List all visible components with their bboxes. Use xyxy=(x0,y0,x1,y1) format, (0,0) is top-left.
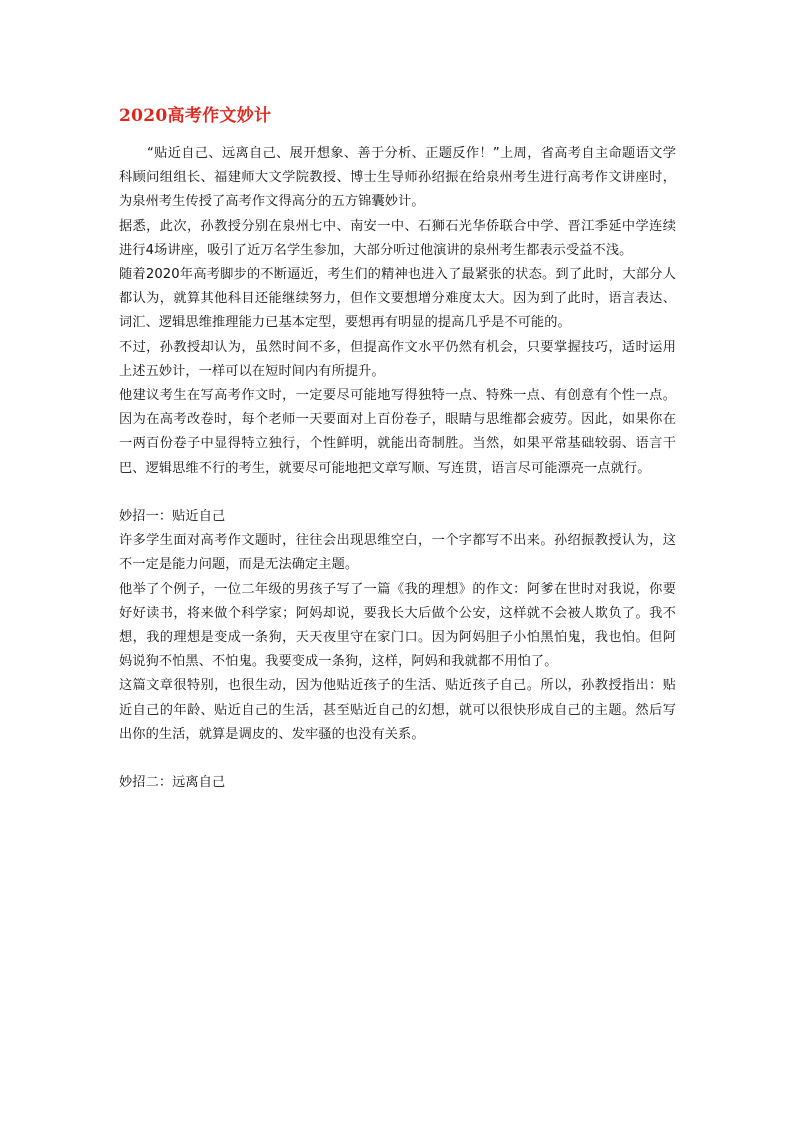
document-title: 2020高考作文妙计 xyxy=(119,106,272,126)
body-paragraph: 这篇文章很特别，也很生动，因为他贴近孩子的生活、贴近孩子自己。所以，孙教授指出：贴近自己的年龄、贴近自己的生活，甚至贴近自己的幻想，就可以很快形成自己的主题。然后写出你的生活，就算是调皮的、发牢骚的也没有关系。 xyxy=(119,678,676,742)
paragraph-spacer xyxy=(119,481,676,505)
body-paragraph: 他举了个例子，一位二年级的男孩子写了一篇《我的理想》的作文：阿爹在世时对我说，你要好好读书，将来做个科学家；阿妈却说，要我长大后做个公安，这样就不会被人欺负了。我不想，我的理想是变成一条狗，天天夜里守在家门口。因为阿妈胆子小怕黑怕鬼，我也怕。但阿妈说狗不怕黑、不怕鬼。我要变成一条狗，这样，阿妈和我就都不用怕了。 xyxy=(119,581,676,670)
body-paragraph: 他建议考生在写高考作文时，一定要尽可能地写得独特一点、特殊一点、有创意有个性一点。因为在高考改卷时，每个老师一天要面对上百份卷子，眼睛与思维都会疲劳。因此，如果你在一两百份卷子中显得特立独行，个性鲜明，就能出奇制胜。当然，如果平常基础较弱、语言干巴、逻辑思维不行的考生，就要尽可能地把文章写顺、写连贯，语言尽可能漂亮一点就行。 xyxy=(119,388,676,476)
body-paragraph: 许多学生面对高考作文题时，往往会出现思维空白，一个字都写不出来。孙绍振教授认为，这不一定是能力问题，而是无法确定主题。 xyxy=(119,533,676,573)
document-page xyxy=(119,104,676,795)
paragraph-spacer xyxy=(119,747,676,771)
intro-paragraph: “贴近自己、远离自己、展开想象、善于分析、正题反作！”上周，省高考自主命题语文学科顾问组组长、福建师大文学院教授、博士生导师孙绍振在给泉州考生进行高考作文讲座时，为泉州考生传授了高考作文得高分的五方锦囊妙计。 xyxy=(119,146,676,210)
section-heading: 妙招一：贴近自己 xyxy=(119,509,226,525)
body-paragraph: 据悉，此次，孙教授分别在泉州七中、南安一中、石狮石光华侨联合中学、晋江季延中学连续进行4场讲座，吸引了近万名学生参加，大部分听过他演讲的泉州考生都表示受益不浅。 xyxy=(119,218,676,258)
body-paragraph: 随着2020年高考脚步的不断逼近，考生们的精神也进入了最紧张的状态。到了此时，大部分人都认为，就算其他科目还能继续努力，但作文要想增分难度太大。因为到了此时，语言表达、词汇、逻辑思维推理能力已基本定型，要想再有明显的提高几乎是不可能的。 xyxy=(119,267,676,331)
body-paragraph: 不过，孙教授却认为，虽然时间不多，但提高作文水平仍然有机会，只要掌握技巧，适时运用上述五妙计，一样可以在短时间内有所提升。 xyxy=(119,339,676,379)
section-heading: 妙招二：远离自己 xyxy=(119,775,226,791)
